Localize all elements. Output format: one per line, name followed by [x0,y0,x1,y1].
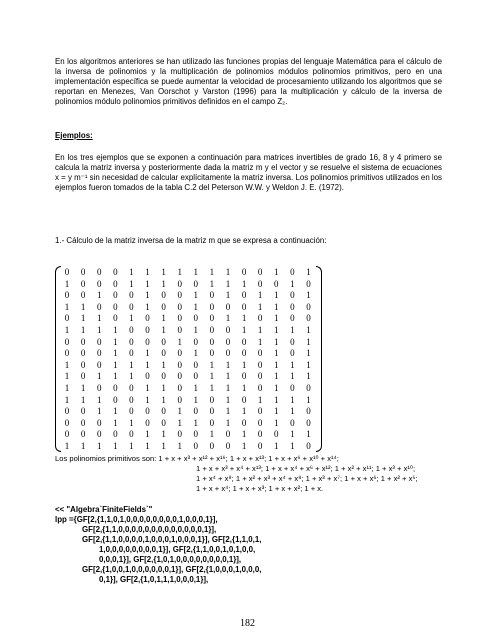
matrix-cell: 0 [241,336,247,347]
matrix-cell: 0 [306,301,311,312]
matrix-cell: 0 [177,290,182,301]
matrix-cell: 1 [129,267,134,277]
matrix-cell: 0 [241,348,247,359]
matrix-cell: 0 [113,278,118,289]
matrix-cell: 0 [96,359,102,370]
matrix-cell: 1 [306,290,311,301]
code-line-3: GF[2,{1,1,0,0,0,0,0,0,0,0,0,0,0,0,0,1}], [82,525,217,534]
matrix-cell: 0 [225,336,231,347]
matrix-cell: 1 [290,325,295,335]
matrix-cell: 0 [257,267,263,277]
matrix-cell: 0 [209,290,215,301]
matrix-cell: 1 [274,336,279,347]
matrix-cell: 0 [64,336,70,347]
matrix-cell: 0 [80,371,86,382]
matrix-cell: 1 [225,371,231,382]
matrix-cell: 0 [64,429,70,440]
matrix-cell: 0 [290,348,295,359]
matrix-cell: 0 [80,348,86,359]
matrix-cell: 1 [161,359,166,370]
matrix-cell: 0 [64,348,70,359]
matrix-cell: 0 [209,313,215,324]
matrix-cell: 1 [145,290,150,301]
matrix-cell: 0 [113,394,118,405]
matrix-cell: 1 [193,301,199,312]
examples-intro-paragraph: En los tres ejemplos que se exponen a continuación para matrices invertibles de grado 16, 8 y 4 primero se calcula la matriz inversa y posteriormente dada la matriz m y el vector y se resuelve el sistema de ecuaciones x = y m⁻¹ sin necesidad de calcular explícitamente la matriz inversa. Los polinomios primitivos utilizados en los ejemplos fueron tomados de la tabla C.2 del Peterson W.W. y Weldon J. E. (1972). [55,153,442,193]
matrix-cell: 1 [64,441,70,451]
matrix-row [59,267,317,279]
matrix-cell: 0 [161,348,166,359]
matrix-cell: 1 [129,371,134,382]
matrix-cell: 1 [96,371,102,382]
matrix-cell: 0 [113,429,118,440]
matrix-cell: 1 [274,348,279,359]
matrix-cell: 1 [225,383,231,393]
matrix-cell: 0 [225,441,231,451]
matrix-cell: 1 [193,383,199,393]
matrix-cell: 0 [96,336,102,347]
matrix-cell: 0 [80,290,86,301]
matrix-cell: 0 [225,301,231,312]
matrix-cell: 0 [257,313,263,324]
matrix-cell: 0 [129,406,134,417]
matrix-cell: 0 [129,336,134,347]
matrix-cell: 1 [241,441,247,451]
matrix-cell: 0 [257,429,263,440]
matrix-row [59,383,317,395]
code-line-4: GF[2,{1,1,0,0,0,0,1,0,0,0,1,0,0,0,1}], GF[2,{1,1,0,1, [82,535,262,544]
matrix-cell: 1 [290,441,295,451]
matrix-cell: 1 [145,429,150,440]
matrix-cell: 1 [306,325,311,335]
matrix-cell: 1 [129,313,134,324]
matrix-cell: 1 [113,359,118,370]
matrix-row [59,441,317,453]
matrix-row [59,418,317,430]
matrix-cell: 1 [306,429,311,440]
matrix-cell: 0 [209,348,215,359]
matrix-cell: 1 [241,313,247,324]
matrix-cell: 0 [177,394,182,405]
matrix-row [59,429,317,441]
matrix-cell: 1 [241,359,247,370]
matrix-cell: 0 [96,301,102,312]
matrix-cell: 0 [241,267,247,277]
matrix-cell: 0 [193,406,199,417]
matrix-cell: 0 [193,359,199,370]
matrix-cell: 0 [257,348,263,359]
matrix-cell: 1 [64,371,70,382]
matrix-cell: 1 [225,406,231,417]
matrix-cell: 1 [257,301,263,312]
matrix-cell: 0 [209,417,215,428]
matrix-cell: 0 [80,429,86,440]
matrix-cell: 1 [129,441,134,451]
matrix-cell: 1 [274,383,279,393]
matrix-cell: 0 [96,278,102,289]
matrix-cell: 0 [193,313,199,324]
matrix-cell: 0 [257,406,263,417]
matrix-cell: 1 [177,336,182,347]
matrix-cell: 1 [306,267,311,277]
matrix-cell: 0 [241,417,247,428]
polynomials-line-4: 1 + x + x⁴; 1 + x + x³; 1 + x + x²; 1 + x. [196,484,324,493]
matrix-cell: 0 [161,336,166,347]
matrix-cell: 1 [257,325,263,335]
matrix-right-bracket [316,266,322,452]
matrix-cell: 0 [129,429,134,440]
matrix-cell: 1 [209,359,215,370]
matrix-cell: 0 [306,278,311,289]
matrix-cell: 0 [129,348,134,359]
matrix-cell: 1 [177,441,182,451]
matrix-cell: 1 [274,441,279,451]
matrix-cell: 0 [129,325,134,335]
matrix-cell: 0 [241,394,247,405]
matrix-cell: 1 [96,325,102,335]
matrix-cell: 0 [257,278,263,289]
matrix-cell: 0 [129,290,134,301]
matrix-cell: 0 [257,383,263,393]
matrix-cell: 1 [306,348,311,359]
matrix-cell: 1 [80,301,86,312]
matrix-cell: 0 [257,417,263,428]
matrix-cell: 0 [257,359,263,370]
matrix-cell: 1 [145,267,150,277]
polynomials-line-1: Los polinomios primitivos son: 1 + x + x³ + x¹² + x¹⁶; 1 + x + x¹³; 1 + x + x⁶ + x¹⁰ + x¹⁴; [55,454,339,463]
matrix-cell: 0 [161,371,166,382]
matrix-cell: 0 [161,417,166,428]
matrix-cell: 0 [64,406,70,417]
matrix-cell: 0 [145,336,150,347]
matrix-cell: 1 [225,267,231,277]
code-line-8: 0,1}], GF[2,{1,0,1,1,1,0,0,0,1}], [99,575,209,584]
matrix-cell: 0 [209,394,215,405]
matrix-cell: 0 [129,383,134,393]
matrix-cell: 1 [257,336,263,347]
matrix-cell: 0 [241,301,247,312]
matrix-cell: 0 [177,383,182,393]
matrix-cell: 1 [96,406,102,417]
matrix [55,266,325,454]
matrix-cell: 0 [145,406,150,417]
matrix-cell: 1 [113,371,118,382]
matrix-cell: 1 [80,394,86,405]
matrix-row [59,313,317,325]
matrix-cell: 1 [193,348,199,359]
matrix-cell: 0 [193,278,199,289]
matrix-cell: 0 [96,267,102,277]
matrix-cell: 0 [96,429,102,440]
matrix-cell: 1 [306,371,311,382]
matrix-cell: 1 [193,417,199,428]
matrix-cell: 1 [145,441,150,451]
matrix-cell: 1 [113,406,118,417]
matrix-cell: 1 [193,290,199,301]
matrix-row [59,360,317,372]
matrix-cell: 0 [177,301,182,312]
matrix-cell: 0 [113,290,118,301]
matrix-cell: 1 [96,394,102,405]
matrix-cell: 0 [161,301,166,312]
matrix-cell: 0 [145,313,150,324]
matrix-cell: 0 [209,301,215,312]
matrix-cell: 1 [96,313,102,324]
matrix-cell: 0 [80,406,86,417]
matrix-cell: 0 [290,417,295,428]
matrix-row [59,279,317,291]
matrix-cell: 0 [306,313,311,324]
matrix-cell: 1 [274,417,279,428]
matrix-cell: 0 [161,406,166,417]
matrix-cell: 1 [209,429,215,440]
matrix-row [59,395,317,407]
matrix-cell: 1 [80,383,86,393]
matrix-cell: 1 [225,359,231,370]
matrix-cell: 0 [306,406,311,417]
matrix-cell: 1 [257,290,263,301]
matrix-cell: 1 [241,325,247,335]
matrix-cell: 1 [129,359,134,370]
matrix-cell: 0 [80,267,86,277]
matrix-cell: 0 [209,441,215,451]
matrix-cell: 0 [113,301,118,312]
matrix-cell: 1 [161,429,166,440]
matrix-cell: 0 [290,313,295,324]
matrix-cell: 1 [64,325,70,335]
matrix-cell: 0 [96,348,102,359]
examples-heading: Ejemplos: [55,131,93,140]
matrix-cell: 0 [290,290,295,301]
matrix-cell: 1 [290,394,295,405]
page-number: 182 [240,618,255,629]
matrix-cell: 0 [64,267,70,277]
code-line-6: 0,0,0,1}], GF[2,{1,0,1,0,0,0,0,0,0,0,0,1}], [99,555,242,564]
matrix-cell: 1 [241,429,247,440]
matrix-cell: 1 [96,290,102,301]
matrix-cell: 0 [145,325,150,335]
matrix-cell: 1 [209,383,215,393]
matrix-cell: 1 [161,441,166,451]
matrix-cell: 1 [145,348,150,359]
matrix-cell: 1 [225,278,231,289]
matrix-cell: 1 [64,301,70,312]
matrix-cell: 0 [290,301,295,312]
matrix-cell: 0 [177,359,182,370]
matrix-cell: 1 [80,441,86,451]
matrix-cell: 1 [193,394,199,405]
matrix-cell: 1 [306,394,311,405]
matrix-cell: 1 [113,336,118,347]
matrix-cell: 0 [193,371,199,382]
matrix-cell: 0 [129,301,134,312]
matrix-cell: 0 [274,278,279,289]
matrix-cell: 1 [113,325,118,335]
matrix-cell: 1 [209,371,215,382]
matrix-cell: 0 [145,371,150,382]
matrix-cell: 0 [257,371,263,382]
matrix-cell: 1 [274,406,279,417]
matrix-cell: 1 [64,278,70,289]
matrix-cell: 1 [193,267,199,277]
matrix-cell: 0 [80,359,86,370]
matrix-cell: 1 [145,383,150,393]
matrix-cell: 0 [241,371,247,382]
matrix-cell: 1 [193,325,199,335]
matrix-cell: 1 [96,441,102,451]
matrix-cell: 1 [161,267,166,277]
matrix-cell: 1 [113,417,118,428]
matrix-cell: 0 [64,417,70,428]
matrix-cell: 0 [241,290,247,301]
matrix-cell: 1 [290,359,295,370]
matrix-cell: 1 [290,371,295,382]
matrix-cell: 0 [306,383,311,393]
matrix-cell: 1 [274,290,279,301]
matrix-cell: 1 [177,267,182,277]
matrix-cell: 0 [96,417,102,428]
matrix-cell: 0 [80,336,86,347]
matrix-cell: 0 [96,383,102,393]
matrix-cell: 0 [80,417,86,428]
matrix-cell: 1 [129,417,134,428]
matrix-cell: 1 [161,325,166,335]
matrix-cell: 1 [177,417,182,428]
matrix-cell: 0 [209,406,215,417]
matrix-cell: 0 [113,313,118,324]
matrix-cell: 0 [64,290,70,301]
matrix-row [59,406,317,418]
matrix-cell: 0 [177,348,182,359]
matrix-cell: 0 [113,383,118,393]
matrix-cell: 1 [290,406,295,417]
matrix-cell: 0 [177,325,182,335]
matrix-cell: 1 [129,278,134,289]
matrix-cell: 0 [290,267,295,277]
code-line-1: << "Algebra`FiniteFields`" [55,505,153,514]
matrix-row [59,302,317,314]
matrix-cell: 0 [64,313,70,324]
matrix-cell: 1 [145,394,150,405]
matrix-cell: 0 [257,441,263,451]
matrix-cell: 0 [177,278,182,289]
matrix-row [59,337,317,349]
matrix-cell: 0 [177,371,182,382]
matrix-cell: 1 [274,313,279,324]
matrix-cell: 0 [225,429,231,440]
matrix-cell: 1 [161,383,166,393]
matrix-cell: 1 [80,325,86,335]
code-line-5: 1,0,0,0,0,0,0,0,0,1}], GF[2,{1,1,0,0,1,0,1,0,0, [99,545,256,554]
matrix-cell: 1 [64,359,70,370]
matrix-row [59,348,317,360]
matrix-cell: 1 [274,371,279,382]
matrix-cell: 1 [64,394,70,405]
matrix-cell: 1 [225,313,231,324]
matrix-cell: 1 [290,429,295,440]
matrix-cell: 1 [145,359,150,370]
matrix-cell: 0 [161,290,166,301]
matrix-cell: 0 [306,417,311,428]
matrix-cell: 1 [274,359,279,370]
step1-paragraph: 1.- Cálculo de la matriz inversa de la matriz m que se expresa a continuación: [55,236,327,245]
matrix-cell: 1 [274,325,279,335]
matrix-cell: 1 [225,417,231,428]
matrix-cell: 1 [161,313,166,324]
matrix-cell: 0 [193,429,199,440]
matrix-cell: 1 [274,394,279,405]
matrix-cell: 1 [209,267,215,277]
matrix-cell: 1 [274,301,279,312]
matrix-cell: 1 [161,394,166,405]
matrix-cell: 0 [209,336,215,347]
matrix-cell: 0 [225,348,231,359]
matrix-cell: 0 [290,336,295,347]
matrix-cell: 0 [177,313,182,324]
polynomials-line-2: 1 + x + x³ + x⁴ + x¹³; 1 + x + x⁴ + x⁶ + x¹²; 1 + x² + x¹¹; 1 + x³ + x¹⁰; [196,464,416,473]
matrix-cell: 1 [241,278,247,289]
matrix-cell: 0 [129,394,134,405]
matrix-cell: 1 [241,406,247,417]
matrix-cell: 1 [306,336,311,347]
matrix-cell: 1 [209,278,215,289]
intro-paragraph: En los algoritmos anteriores se han utilizado las funciones propias del lenguaje Matemática para el cálculo de la inversa de polinomios y la multiplicación de polinomios módulos polinomios primitivos, pero en una implementación específica se puede aumentar la velocidad de procesamiento utilizando los algoritmos que se reportan en Menezes, Van Oorschot y Varston (1996) para la multiplicación y cálculo de la inversa de polinomios módulo polinomios primitivos definidos en el campo Z₂. [55,57,442,107]
matrix-cell: 0 [290,383,295,393]
matrix-cell: 0 [177,429,182,440]
matrix-cell: 1 [145,301,150,312]
matrix-row [59,371,317,383]
matrix-cell: 0 [225,325,231,335]
matrix-cell: 1 [241,383,247,393]
matrix-cell: 1 [64,383,70,393]
code-line-7: GF[2,{1,0,0,1,0,0,0,0,0,0,1}], GF[2,{1,0,0,0,1,0,0,0, [82,565,262,574]
code-line-2: lpp ={GF[2,{1,1,0,1,0,0,0,0,0,0,0,0,1,0,0,0,1}], [55,515,218,524]
matrix-cell: 1 [306,359,311,370]
matrix-cell: 1 [113,348,118,359]
matrix-cell: 1 [113,441,118,451]
matrix-cell: 0 [193,336,199,347]
matrix-cell: 1 [290,278,295,289]
matrix-cell: 0 [145,417,150,428]
polynomials-line-3: 1 + x⁴ + x⁹; 1 + x² + x³ + x⁴ + x⁸; 1 + x³ + x⁷; 1 + x + x⁶; 1 + x² + x⁵; [196,474,418,483]
matrix-cell: 1 [274,267,279,277]
matrix-cell: 1 [80,313,86,324]
matrix-cell: 1 [177,406,182,417]
matrix-cell: 0 [209,325,215,335]
matrix-row [59,325,317,337]
matrix-row [59,290,317,302]
matrix-cell: 1 [225,394,231,405]
matrix-cell: 0 [306,441,311,451]
matrix-cell: 1 [145,278,150,289]
matrix-cell: 0 [274,429,279,440]
matrix-cell: 1 [161,278,166,289]
matrix-cell: 1 [257,394,263,405]
matrix-cell: 0 [80,278,86,289]
matrix-cell: 0 [193,441,199,451]
matrix-cell: 0 [113,267,118,277]
matrix-cell: 1 [225,290,231,301]
